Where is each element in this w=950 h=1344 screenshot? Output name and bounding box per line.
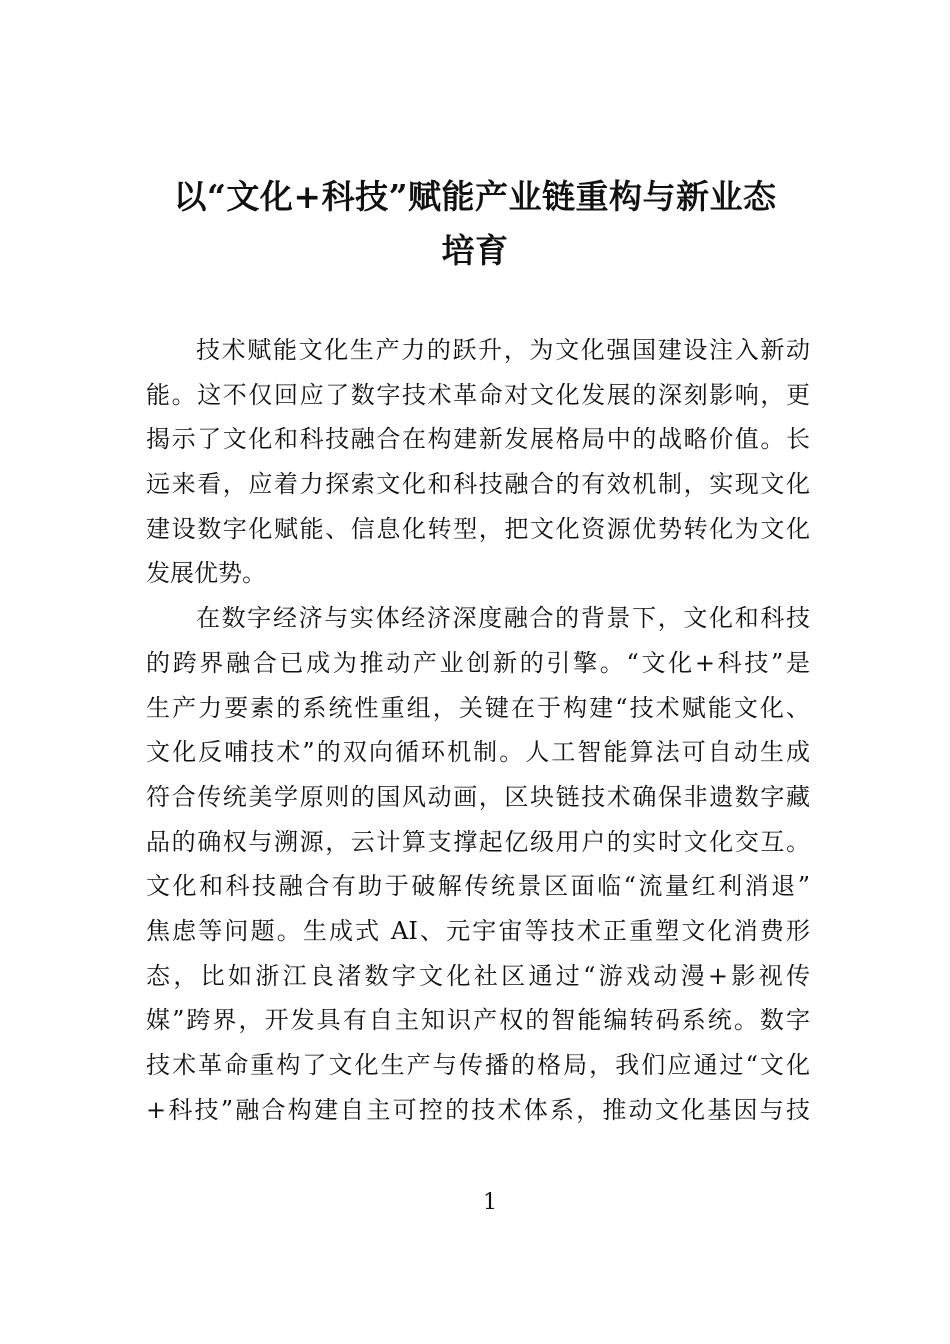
body-line: 远来看，应着力探索文化和科技融合的有效机制，实现文化 (146, 470, 810, 499)
document-title (120, 170, 830, 278)
body-line: 生产力要素的系统性重组，关键在于构建“技术赋能文化、 (146, 693, 810, 722)
body-line: 技术赋能文化生产力的跃升，为文化强国建设注入新动 (196, 336, 810, 364)
title-line-1: 以“文化+科技”赋能产业链重构与新业态 (173, 177, 777, 216)
body-line: 态，比如浙江良渚数字文化社区通过“游戏动漫+影视传 (146, 961, 810, 990)
body-line: 在数字经济与实体经济深度融合的背景下，文化和科技 (196, 604, 810, 633)
body-line: +科技”融合构建自主可控的技术体系，推动文化基因与技 (146, 1095, 810, 1124)
body-line: 揭示了文化和科技融合在构建新发展格局中的战略价值。长 (146, 425, 810, 454)
body-line: 建设数字化赋能、信息化转型，把文化资源优势转化为文化 (146, 514, 810, 543)
page-number: 1 (483, 1190, 497, 1215)
body-line: 发展优势。 (146, 559, 266, 588)
body-line: 文化和科技融合有助于破解传统景区面临“流量红利消退” (146, 872, 810, 901)
title-line-2: 培育 (441, 231, 509, 270)
body-line: 文化反哺技术”的双向循环机制。人工智能算法可自动生成 (146, 738, 810, 767)
body-line: 媒”跨界，开发具有自主知识产权的智能编转码系统。数字 (146, 1006, 810, 1035)
body-line: 符合传统美学原则的国风动画，区块链技术确保非遗数字藏 (146, 782, 810, 811)
body-line: 能。这不仅回应了数字技术革命对文化发展的深刻影响，更 (146, 380, 810, 409)
body-line: 焦虑等问题。生成式 AI、元宇宙等技术正重塑文化消费形 (146, 916, 810, 945)
body-line: 技术革命重构了文化生产与传播的格局，我们应通过“文化 (146, 1051, 810, 1079)
body-line: 的跨界融合已成为推动产业创新的引擎。“文化+科技”是 (146, 648, 810, 677)
body-line: 品的确权与溯源，云计算支撑起亿级用户的实时文化交互。 (146, 827, 810, 856)
document-body (146, 328, 810, 1132)
